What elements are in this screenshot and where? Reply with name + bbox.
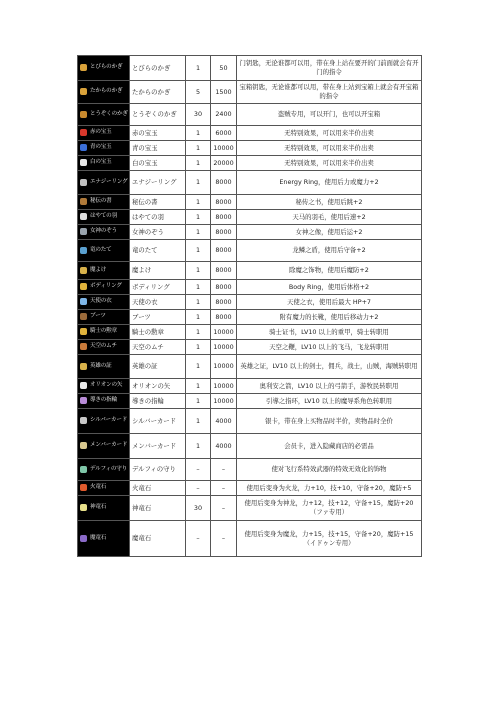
item-description: 天使之衣，使用后最大 HP+7 — [237, 295, 422, 310]
item-icon-cell — [78, 156, 130, 171]
red-orb-icon — [80, 129, 87, 136]
icon-label: 騎士の勲章 — [90, 328, 117, 335]
item-description: 附有魔力的长靴，使用后移动力+2 — [237, 310, 422, 325]
table-row — [78, 459, 422, 481]
item-name: たからのかぎ — [130, 81, 186, 104]
icon-label: メンバーカード — [90, 442, 128, 449]
item-name: とびらのかぎ — [130, 56, 186, 81]
item-price: 10000 — [211, 394, 237, 409]
item-description: 除魔之饰物，使用后魔防+2 — [237, 262, 422, 280]
item-quantity: 1 — [186, 225, 211, 240]
item-quantity: 1 — [186, 262, 211, 280]
amulet-icon — [80, 466, 87, 473]
item-price: 1500 — [211, 81, 237, 104]
item-quantity: 1 — [186, 325, 211, 340]
item-price: 10000 — [211, 355, 237, 379]
item-price: 8000 — [211, 195, 237, 210]
icon-label: たからのかぎ — [90, 88, 123, 95]
item-icon-cell — [78, 295, 130, 310]
item-description: 门钥匙，无论谁都可以用，带在身上站在要开的门前面就会有开门的指令 — [237, 56, 422, 81]
item-quantity: 1 — [186, 295, 211, 310]
item-quantity: 1 — [186, 310, 211, 325]
icon-label: 英雄の証 — [90, 362, 112, 369]
book-icon — [80, 198, 87, 205]
item-price: 2400 — [211, 104, 237, 126]
item-price: 10000 — [211, 340, 237, 355]
item-icon-cell — [78, 459, 130, 481]
item-name: デルフィの守り — [130, 459, 186, 481]
item-description: 使用后变身为神龙，力+12，技+12，守备+15，魔防+20（ファ专用） — [237, 496, 422, 521]
item-name: 女神のぞう — [130, 225, 186, 240]
item-quantity: 1 — [186, 156, 211, 171]
table-row — [78, 262, 422, 280]
item-price: 8000 — [211, 280, 237, 295]
item-description: 银卡，带在身上买物品时半价，卖物品时全价 — [237, 409, 422, 434]
table-row — [78, 394, 422, 409]
icon-label: 魔竜石 — [90, 534, 107, 541]
item-quantity: – — [186, 459, 211, 481]
item-price: 8000 — [211, 240, 237, 262]
item-icon-cell — [78, 481, 130, 496]
icon-label: とうぞくのかぎ — [90, 110, 128, 117]
boots-icon — [80, 313, 87, 320]
table-row — [78, 225, 422, 240]
blue-orb-icon — [80, 144, 87, 151]
table-row — [78, 295, 422, 310]
charm-icon — [80, 267, 87, 274]
table-row — [78, 141, 422, 156]
icon-label: はやての羽 — [90, 213, 117, 220]
item-icon-cell — [78, 240, 130, 262]
item-icon-cell — [78, 521, 130, 557]
table-row — [78, 56, 422, 81]
item-icon-cell — [78, 262, 130, 280]
dragonstone-icon — [80, 504, 87, 511]
item-quantity: 1 — [186, 394, 211, 409]
table-row — [78, 310, 422, 325]
item-name: エナジーリング — [130, 171, 186, 195]
icon-label: 天使の衣 — [90, 298, 112, 305]
item-quantity: 1 — [186, 280, 211, 295]
item-name: 魔よけ — [130, 262, 186, 280]
item-icon-cell — [78, 225, 130, 240]
item-name: 秘伝の書 — [130, 195, 186, 210]
table-row — [78, 156, 422, 171]
item-quantity: 1 — [186, 195, 211, 210]
ring-icon — [80, 283, 87, 290]
item-description: 无特别效果，可以用来半价出卖 — [237, 141, 422, 156]
item-name: はやての羽 — [130, 210, 186, 225]
icon-label: ボディリング — [90, 283, 122, 290]
item-price: 8000 — [211, 262, 237, 280]
item-name: 火竜石 — [130, 481, 186, 496]
item-quantity: 1 — [186, 434, 211, 459]
item-price: 4000 — [211, 409, 237, 434]
item-description: 龙鳞之盾，使用后守备+2 — [237, 240, 422, 262]
item-name: 英雄の証 — [130, 355, 186, 379]
item-price: – — [211, 481, 237, 496]
icon-label: 火竜石 — [90, 484, 107, 491]
item-name: 白の宝玉 — [130, 156, 186, 171]
item-name: 天空のムチ — [130, 340, 186, 355]
item-name: 天使の衣 — [130, 295, 186, 310]
shield-icon — [80, 247, 87, 254]
item-price: 10000 — [211, 141, 237, 156]
key-icon — [80, 111, 87, 118]
table-row — [78, 280, 422, 295]
item-name: ブーツ — [130, 310, 186, 325]
item-icon-cell — [78, 310, 130, 325]
icon-label: 白の宝玉 — [90, 159, 112, 166]
item-name: 竜のたて — [130, 240, 186, 262]
item-quantity: 5 — [186, 81, 211, 104]
item-quantity: – — [186, 481, 211, 496]
item-price: 8000 — [211, 225, 237, 240]
item-price: 10000 — [211, 325, 237, 340]
item-quantity: 30 — [186, 104, 211, 126]
key-icon — [80, 64, 87, 71]
table-row — [78, 379, 422, 394]
item-icon-cell — [78, 81, 130, 104]
whip-icon — [80, 343, 87, 350]
item-name: オリオンの矢 — [130, 379, 186, 394]
arrow-icon — [80, 382, 87, 389]
item-quantity: 1 — [186, 171, 211, 195]
item-icon-cell — [78, 126, 130, 141]
item-price: 8000 — [211, 310, 237, 325]
item-icon-cell — [78, 280, 130, 295]
item-description: 宝箱钥匙，无论谁都可以用，带在身上站到宝箱上就会有开宝箱的指令 — [237, 81, 422, 104]
table-row — [78, 325, 422, 340]
item-name: 導きの指輪 — [130, 394, 186, 409]
item-quantity: 1 — [186, 240, 211, 262]
table-row — [78, 210, 422, 225]
item-icon-cell — [78, 496, 130, 521]
table-row — [78, 355, 422, 379]
item-icon-cell — [78, 340, 130, 355]
item-name: ボディリング — [130, 280, 186, 295]
item-description: 使用后变身为火龙，力+10，技+10，守备+20，魔防+5 — [237, 481, 422, 496]
table-row — [78, 340, 422, 355]
table-row — [78, 104, 422, 126]
icon-label: ブーツ — [90, 313, 106, 320]
item-description: 使用后变身为魔龙，力+15，技+15，守备+20，魔防+15（イドゥン专用） — [237, 521, 422, 557]
ring-icon — [80, 179, 87, 186]
item-name: シルバーカード — [130, 409, 186, 434]
medal-icon — [80, 328, 87, 335]
item-quantity: 1 — [186, 409, 211, 434]
item-price: 6000 — [211, 126, 237, 141]
feather-icon — [80, 213, 87, 220]
icon-label: 青の宝玉 — [90, 144, 112, 151]
item-quantity: – — [186, 521, 211, 557]
item-name: 青の宝玉 — [130, 141, 186, 156]
item-name: とうぞくのかぎ — [130, 104, 186, 126]
table-row — [78, 496, 422, 521]
item-icon-cell — [78, 171, 130, 195]
ring-icon — [80, 397, 87, 404]
item-price: – — [211, 496, 237, 521]
table-row — [78, 240, 422, 262]
item-table — [77, 55, 422, 557]
table-row — [78, 81, 422, 104]
item-description: 英雄之证，LV10 以上的剑士，佣兵，战士，山贼，海贼转职用 — [237, 355, 422, 379]
crest-icon — [80, 363, 87, 370]
item-icon-cell — [78, 104, 130, 126]
icon-label: 赤の宝玉 — [90, 129, 112, 136]
item-price: 8000 — [211, 295, 237, 310]
item-icon-cell — [78, 434, 130, 459]
icon-label: とびらのかぎ — [90, 64, 123, 71]
item-quantity: 1 — [186, 379, 211, 394]
item-quantity: 1 — [186, 126, 211, 141]
table-row — [78, 434, 422, 459]
item-quantity: 1 — [186, 141, 211, 156]
item-quantity: 30 — [186, 496, 211, 521]
item-icon-cell — [78, 379, 130, 394]
item-name: 騎士の勲章 — [130, 325, 186, 340]
table-row — [78, 481, 422, 496]
table-row — [78, 171, 422, 195]
icon-label: シルバーカード — [90, 417, 128, 424]
item-quantity: 1 — [186, 340, 211, 355]
item-icon-cell — [78, 394, 130, 409]
item-description: 无特别效果，可以用来半价出卖 — [237, 126, 422, 141]
item-description: 奥利安之箭，LV10 以上的弓箭手，游牧民转职用 — [237, 379, 422, 394]
table-row — [78, 195, 422, 210]
item-price: 4000 — [211, 434, 237, 459]
icon-label: デルフィの守り — [90, 465, 128, 472]
item-description: 天马的羽毛，使用后速+2 — [237, 210, 422, 225]
dragonstone-icon — [80, 484, 87, 491]
white-orb-icon — [80, 159, 87, 166]
item-price: 8000 — [211, 210, 237, 225]
item-description: 盗贼专用，可以开门，也可以开宝箱 — [237, 104, 422, 126]
item-icon-cell — [78, 409, 130, 434]
item-price: – — [211, 521, 237, 557]
item-description: 无特别效果，可以用来半价出卖 — [237, 156, 422, 171]
item-icon-cell — [78, 210, 130, 225]
item-description: 会员卡，进入隐藏商店的必需品 — [237, 434, 422, 459]
icon-label: 女神のぞう — [90, 228, 117, 235]
card-icon — [80, 417, 87, 424]
item-description: 天空之鞭，LV10 以上的飞马，飞龙转职用 — [237, 340, 422, 355]
dragonstone-icon — [80, 535, 87, 542]
item-description: 引導之指环，LV10 以上的魔导系角色转职用 — [237, 394, 422, 409]
icon-label: エナジーリング — [90, 178, 128, 185]
item-icon-cell — [78, 56, 130, 81]
item-description: 骑士证书，LV10 以上的重甲，骑士转职用 — [237, 325, 422, 340]
item-description: 秘传之书，使用后跳+2 — [237, 195, 422, 210]
icon-label: 天空のムチ — [90, 343, 117, 350]
item-name: 魔竜石 — [130, 521, 186, 557]
item-icon-cell — [78, 195, 130, 210]
icon-label: 秘伝の書 — [90, 198, 112, 205]
robe-icon — [80, 298, 87, 305]
item-price: 50 — [211, 56, 237, 81]
item-price: 20000 — [211, 156, 237, 171]
icon-label: 導きの指輪 — [90, 397, 117, 404]
item-quantity: 1 — [186, 56, 211, 81]
item-icon-cell — [78, 141, 130, 156]
table-row — [78, 126, 422, 141]
item-price: 8000 — [211, 171, 237, 195]
icon-label: オリオンの矢 — [90, 382, 123, 389]
item-name: 赤の宝玉 — [130, 126, 186, 141]
item-description: 女神之像，使用后运+2 — [237, 225, 422, 240]
table-row — [78, 409, 422, 434]
item-description: Body Ring，使用后体格+2 — [237, 280, 422, 295]
item-quantity: 1 — [186, 210, 211, 225]
item-quantity: 1 — [186, 355, 211, 379]
item-price: – — [211, 459, 237, 481]
card-icon — [80, 442, 87, 449]
item-icon-cell — [78, 355, 130, 379]
icon-label: 神竜石 — [90, 504, 107, 511]
icon-label: 竜のたて — [90, 246, 112, 253]
item-name: 神竜石 — [130, 496, 186, 521]
item-icon-cell — [78, 325, 130, 340]
item-description: Energy Ring，使用后力或魔力+2 — [237, 171, 422, 195]
statue-icon — [80, 228, 87, 235]
icon-label: 魔よけ — [90, 266, 107, 273]
table-row — [78, 521, 422, 557]
item-description: 使对飞行系特效武器的特效无效化的饰物 — [237, 459, 422, 481]
item-price: 10000 — [211, 379, 237, 394]
key-icon — [80, 88, 87, 95]
item-name: メンバーカード — [130, 434, 186, 459]
